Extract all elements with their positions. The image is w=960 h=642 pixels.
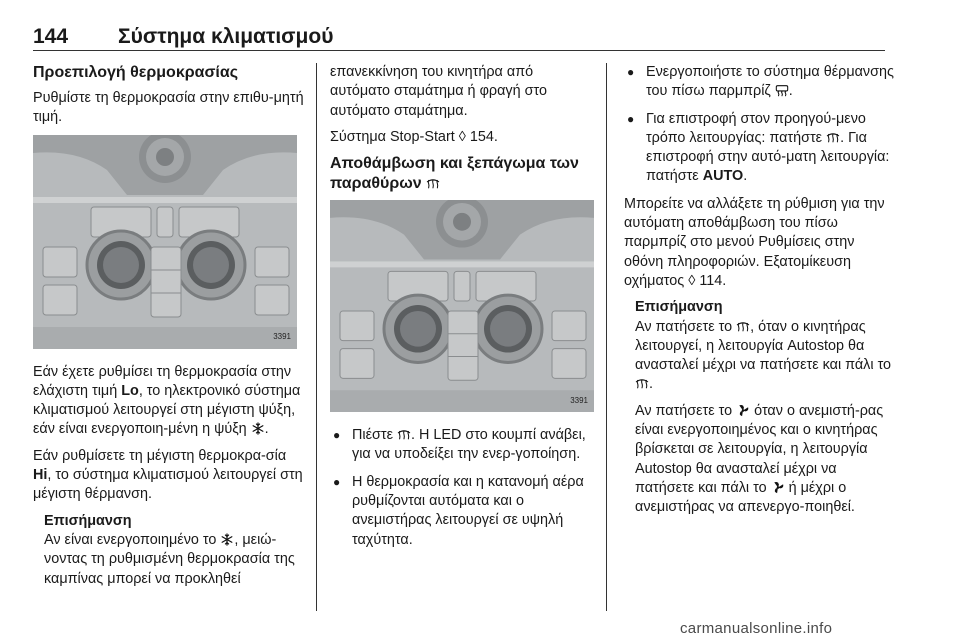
climate-panel-figure — [33, 135, 297, 349]
figure-label: 3391 — [570, 395, 588, 405]
section-heading: Προεπιλογή θερμοκρασίας — [33, 64, 239, 81]
list-item: ● Η θερμοκρασία και η κατανομή αέρα ρυθμίζονται αυτόματα και ο ανεμιστήρας λειτουργεί σε υψηλή ταχύτητα. — [330, 473, 592, 550]
cross-reference: Σύστημα Stop-Start ◊ 154. — [330, 128, 498, 145]
fan-icon — [736, 404, 750, 417]
note-block — [635, 298, 894, 517]
windshield-defrost-icon — [826, 131, 840, 144]
climate-panel-figure — [330, 200, 594, 412]
page-header — [33, 22, 885, 51]
note-block — [44, 512, 305, 589]
note-text: Αν πατήσετε το , όταν ο κινητήρας λειτουργεί, η λειτουργία Autostop θα ανασταλεί μέχρι να πατήσετε και πάλι το . — [635, 318, 892, 393]
column-1 — [33, 63, 305, 589]
auto-label: AUTO — [702, 168, 744, 185]
page-number: 144 — [33, 25, 69, 48]
note-title: Επισήμανση — [44, 512, 132, 529]
header-title: Σύστημα κλιματισμού — [118, 25, 334, 48]
bullet-list — [624, 63, 894, 187]
windshield-defrost-icon — [736, 320, 750, 333]
paragraph: Εάν έχετε ρυθμίσει τη θερμοκρασία στην ελάχιστη τιμή Lo, το ηλεκτρονικό σύστημα κλιματισμού λειτουργεί στη μέγιστη ψύξη, εάν είναι ενεργοποιη-μένη η ψύξη . — [33, 363, 301, 438]
reference-arrow-icon: ◊ — [688, 272, 696, 289]
fan-icon — [771, 481, 785, 494]
continued-text: επανεκκίνηση του κινητήρα από αυτόματο σταμάτημα ή φραγή στο αυτόματο σταμάτημα. — [330, 64, 547, 119]
watermark: carmanualsonline.info — [680, 620, 833, 637]
list-item: ● Πιέστε . Η LED στο κουμπί ανάβει, για να υποδείξει την ενερ-γοποίηση. — [330, 426, 592, 465]
intro-text: Ρυθμίστε τη θερμοκρασία στην επιθυ-μητή τιμή. — [33, 90, 304, 126]
column-divider — [316, 63, 317, 611]
note-text: Αν είναι ενεργοποιημένο το , μειώ-νοντας τη ρυθμισμένη θερμοκρασία της καμπίνας μπορεί να προκληθεί — [44, 531, 295, 587]
column-3 — [624, 63, 894, 525]
paragraph: Εάν ρυθμίσετε τη μέγιστη θερμοκρα-σία Hi, το σύστημα κλιματισμού λειτουργεί στη μέγιστη θέρμανση. — [33, 447, 303, 503]
windshield-defrost-icon — [397, 428, 411, 441]
rear-window-heat-icon — [775, 84, 789, 97]
snowflake-icon — [220, 533, 234, 546]
bullet-list — [330, 426, 592, 550]
column-divider — [606, 63, 607, 611]
list-item: ● Ενεργοποιήστε το σύστημα θέρμανσης του πίσω παρμπρίζ . — [624, 63, 894, 102]
lo-value: Lo — [121, 382, 139, 399]
paragraph: Μπορείτε να αλλάξετε τη ρύθμιση για την αυτόματη αποθάμβωση του πίσω παρμπρίζ στο μενού Ρυθμίσεις στην οθόνη πληροφοριών. Εξατομίκευση οχήματος ◊ 114. — [624, 195, 885, 289]
hi-value: Hi — [33, 467, 48, 484]
column-2 — [330, 63, 592, 558]
reference-arrow-icon: ◊ — [458, 128, 466, 145]
windshield-defrost-icon — [426, 177, 440, 190]
snowflake-icon — [251, 422, 265, 435]
windshield-defrost-icon — [635, 377, 649, 390]
figure-label: 3391 — [273, 332, 291, 342]
section-heading: Αποθάμβωση και ξεπάγωμα των παραθύρων — [330, 155, 579, 193]
note-text: Αν πατήσετε το όταν ο ανεμιστή-ρας είναι ενεργοποιημένος και ο κινητήρας βρίσκεται σε λειτουργία, η λειτουργία Autostop θα ανασταλεί μέχρι να πατήσετε και πάλι το ή μέχρι ο ανεμιστήρας να απενεργο-ποιηθεί. — [635, 402, 884, 516]
note-title: Επισήμανση — [635, 299, 723, 316]
list-item: ● Για επιστροφή στον προηγού-μενο τρόπο λειτουργίας: πατήστε . Για επιστροφή στην αυτό-ματη λειτουργία: πατήστε AUTO. — [624, 110, 894, 187]
